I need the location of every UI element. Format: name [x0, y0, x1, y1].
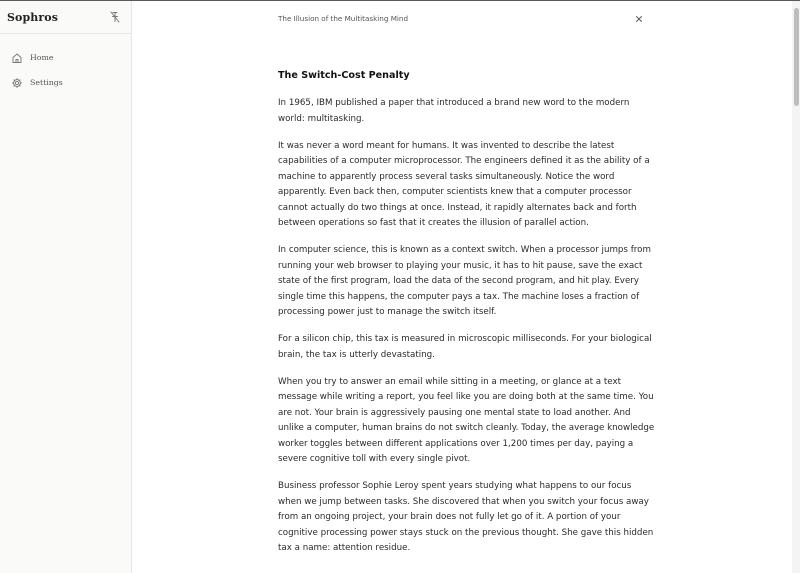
paragraph: Business professor Sophie Leroy spent years studying what happens to our focus when we jump between tasks. She discovered that when you switch your focus away from an ongoing project, your brain does not fully let go of it. A portion of your cognitive processing power stays stuck on the previous thought. She gave this hidden tax a name: attention residue.: [278, 481, 654, 553]
paragraph: It was never a word meant for humans. It was invented to describe the latest capabilities of a computer microprocessor. The engineers defined it as the ability of a machine to apparently process several tasks simultaneously. Notice the word apparently. Even back then, computer scientists knew that a computer processor cannot actually do two things at once. Instead, it rapidly alternates back and forth between operations so fast that it creates the illusion of parallel action.: [278, 140, 650, 228]
sidebar-item-label: Home: [30, 53, 54, 62]
scrollbar-thumb[interactable]: [794, 8, 799, 106]
reader-pane: [133, 1, 792, 573]
section-heading: The Switch-Cost Penalty: [278, 70, 410, 81]
close-button[interactable]: [634, 14, 644, 24]
document-title: The Illusion of the Multitasking Mind: [278, 14, 409, 23]
paragraph: In computer science, this is known as a context switch. When a processor jumps from running your web browser to playing your music, it has to hit pause, save the exact state of the first program, load the data of the second program, and hit play. Every single time this happens, the computer pays a tax. The machine loses a fraction of processing power just to manage the switch itself.: [278, 245, 651, 317]
paragraph: In 1965, IBM published a paper that introduced a brand new word to the modern world: multitasking.: [278, 98, 630, 124]
paragraph: For a silicon chip, this tax is measured in microscopic milliseconds. For your biological brain, the tax is utterly devastating.: [278, 334, 652, 360]
sidebar: [0, 1, 132, 573]
home-icon: [11, 52, 23, 64]
close-icon: [634, 14, 644, 24]
sidebar-nav: [0, 46, 131, 96]
sidebar-header: [0, 1, 131, 34]
sidebar-item-settings[interactable]: [0, 71, 131, 96]
sidebar-item-home[interactable]: [0, 46, 131, 71]
paragraph: When you try to answer an email while sitting in a meeting, or glance at a text message while writing a report, you feel like you are doing both at the same time. You are not. Your brain is aggressively pausing one mental state to load another. And unlike a computer, human brains do not switch cleanly. Today, the average knowledge worker toggles between different applications over 1,200 times per day, paying a severe cognitive toll with every single pivot.: [278, 376, 655, 464]
unpin-icon: [108, 10, 122, 24]
article-body: [278, 69, 656, 568]
unpin-sidebar-button[interactable]: [108, 10, 122, 24]
gear-icon: [11, 77, 23, 89]
sidebar-item-label: Settings: [30, 78, 63, 87]
app-logo[interactable]: Sophros: [7, 11, 58, 24]
